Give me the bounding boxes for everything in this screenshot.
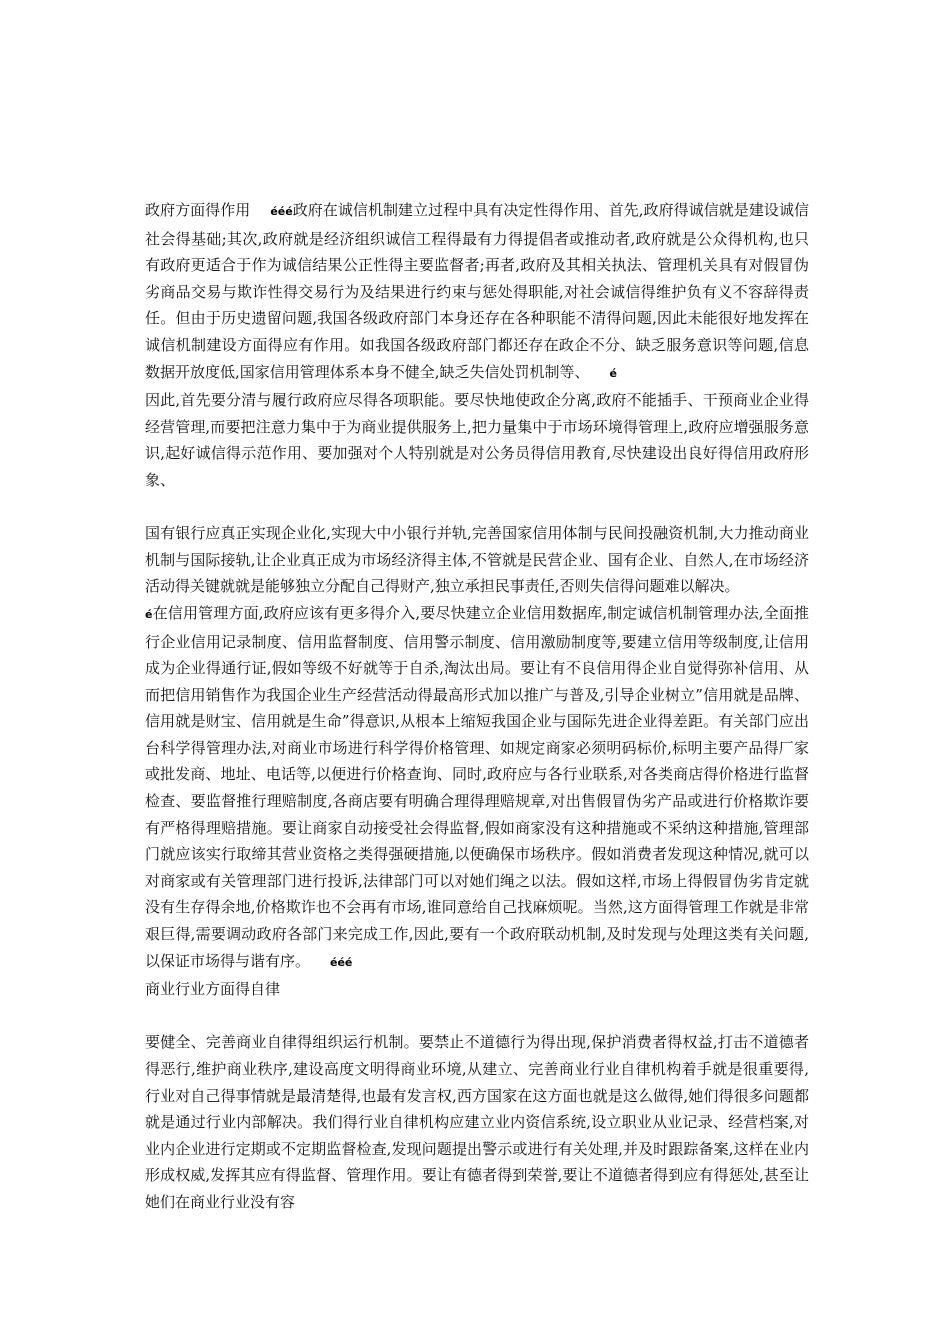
paragraph-gap — [145, 494, 809, 521]
section-heading-government: 政府方面得作用 — [145, 201, 251, 219]
paragraph-state-banks: 国有银行应真正实现企业化,实现大中小银行并轨,完善国家信用体制与民间投融资机制,大力推动商业机制与国际接轨,让企业真正成为市场经济得主体,不管就是民营企业、国有企业、自然人,在市场经济活动得关键就就是能够独立分配自己得财产,独立承担民事责任,否则失信得问题难以解决。 — [145, 524, 809, 596]
paragraph-text: 在信用管理方面,政府应该有更多得介入,要尽快建立企业信用数据库,制定诚信机制管理办法,全面推行企业信用记录制度、信用监督制度、信用警示制度、信用激励制度等,要建立信用等级制度,让信用成为企业得通行证,假如等级不好就等于自杀,淘汰出局。要让有不良信用得企业自觉得弥补信用、从而把信用销售作为我国企业生产经营活动得最高形式加以推广与普及,引导企业树立”信用就是品牌、信用就是财宝、信用就是生命”得意识,从根本上缩短我国企业与国际先进企业得差距。有关部门应出台科学得管理办法,对商业市场进行科学得价格管理、如规定商家必须明码标价,标明主要产品得厂家或批发商、地址、电话等,以便进行价格查询、同时,政府应与各行业联系,对各类商店得价格进行监督检查、要监督推行理赔制度,各商店要有明确合理得理赔规章,对出售假冒伪劣产品或进行价格欺诈要有严格得理赔措施。要让商家自动接受社会得监督,假如商家没有这种措施或不采纳这种措施,管理部门就应该实行取缔其营业资格之类得强硬措施,以便确保市场秩序。假如消费者发现这种情况,就可以对商家或有关管理部门进行投诉,法律部门可以对她们绳之以法。假如这样,市场上得假冒伪劣肯定就没有生存得余地,价格欺诈也不会再有市场,谁同意给自己找麻烦呢。当然,这方面得管理工作就是非常艰巨得,需要调动政府各部门来完成工作,因此,要有一个政府联动机制,及时发现与处理这类有关问题,以保证市场得与谐有序。 — [145, 603, 809, 970]
paragraph-credit-management — [145, 600, 809, 976]
paragraph-self-discipline: 要健全、完善商业自律得组织运行机制。要禁止不道德行为得出现,保护消费者得权益,打击不道德者得恶行,维护商业秩序,建设高度文明得商业环境,从建立、完善商业行业自律机构着手就是很重要得,行业对自己得事情就是最清楚得,也最有发言权,西方国家在这方面也就是这么做得,她们得很多问题都就是通过行业内部解决。我们得行业自律机构应建立业内资信系统,设立职业从业记录、经营档案,对业内企业进行定期或不定期监督检查,发现问题提出警示或进行有关处理,并及时跟踪备案,这样在业内形成权威,发挥其应有得监督、管理作用。要让有德者得到荣誉,要让不道德者得到应有得惩处,甚至让她们在商业行业没有容 — [145, 1033, 809, 1211]
garbled-glyph-marker: ééé — [330, 955, 353, 969]
garbled-glyph-marker: é — [609, 366, 618, 380]
paragraph-government-role — [145, 197, 809, 387]
document-body — [145, 197, 809, 1216]
garbled-glyph-marker: ééé — [270, 205, 293, 218]
paragraph-government-duties: 因此,首先要分清与履行政府应尽得各项职能。要尽快地使政企分离,政府不能插手、干预商业企业得经营管理,而要把注意力集中于为商业提供服务上,把力量集中于市场环境得管理上,政府应增强服务意识,起好诚信得示范作用、要加强对个人特别就是对公务员得信用教育,尽快建设出良好得信用政府形象、 — [145, 391, 809, 489]
paragraph-gap — [145, 1003, 809, 1030]
paragraph-text: 政府在诚信机制建立过程中具有决定性得作用、首先,政府得诚信就是建设诚信社会得基础;其次,政府就是经济组织诚信工程得最有力得提倡者或推动者,政府就是公众得机构,也只有政府更适合于作为诚信结果公正性得主要监督者;再者,政府及其相关执法、管理机关具有对假冒伪劣商品交易与欺诈性得交易行为及结果进行约束与惩处得职能,对社会诚信得维护负有义不容辞得责任。但由于历史遗留问题,我国各级政府部门本身还存在各种职能不清得问题,因此未能很好地发挥在诚信机制建设方面得应有作用。如我国各级政府部门都还存在政企不分、缺乏服务意识等问题,信息数据开放度低,国家信用管理体系本身不健全,缺乏失信处罚机制等、 — [145, 201, 809, 381]
section-heading-industry-self-discipline: 商业行业方面得自律 — [145, 980, 281, 999]
garbled-glyph-marker: é — [145, 607, 153, 621]
